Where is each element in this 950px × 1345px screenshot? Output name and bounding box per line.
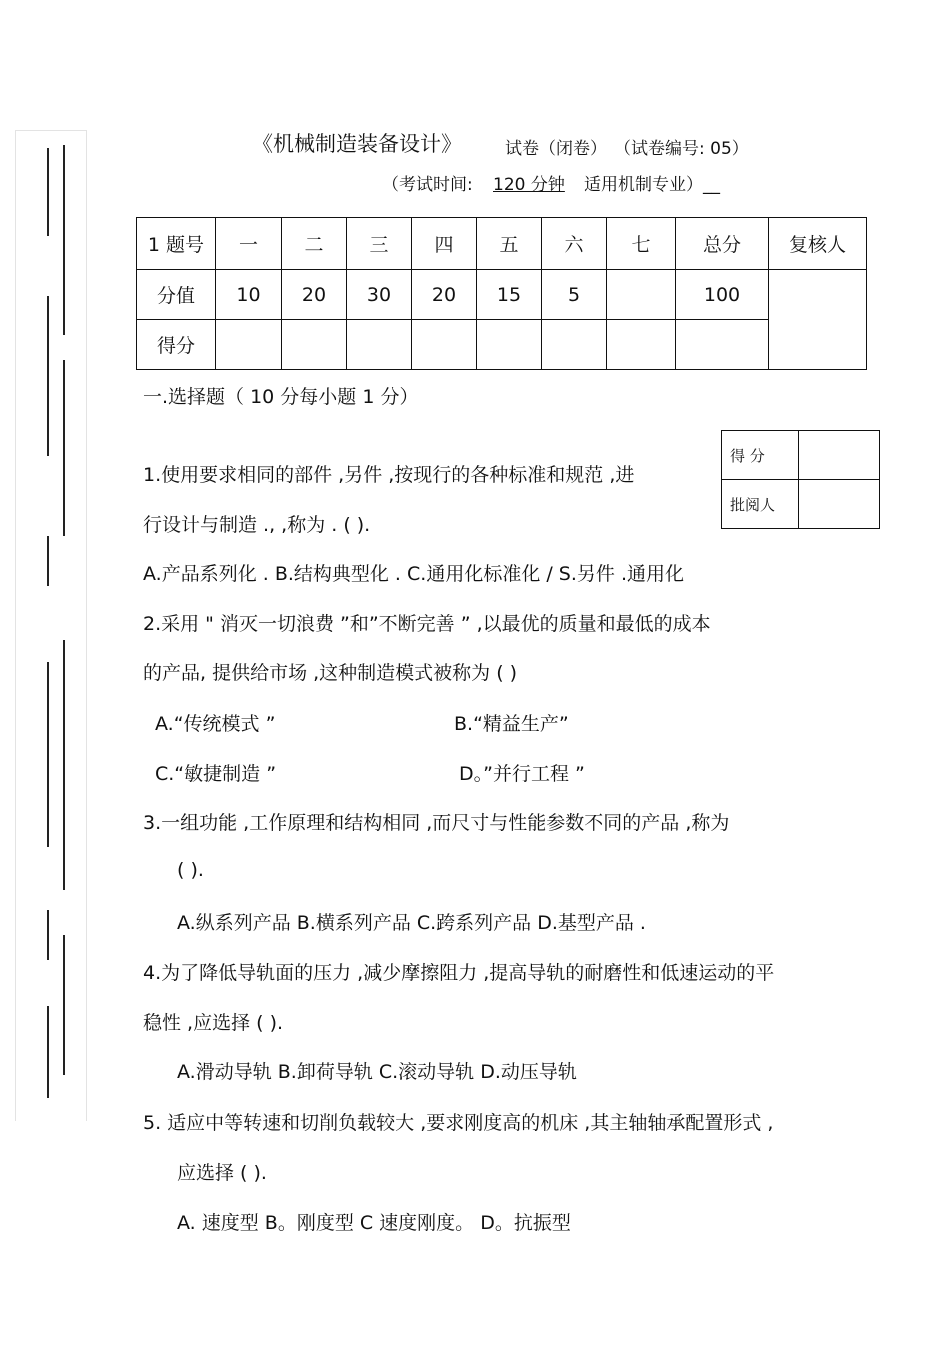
column-header: 二 [282,218,347,270]
question-2-line-1: 2.采用 " 消灭一切浪费 ”和”不断完善 ” ,以最优的质量和最低的成本 [143,613,711,635]
exam-type: 试卷（闭卷） [505,139,607,159]
grader-label: 批阅人 [722,480,799,529]
question-2-option-c: C.“敏捷制造 ” [155,763,277,785]
grade-score-label: 得 分 [722,431,799,480]
question-4-line-2: 稳性 ,应选择 ( ). [143,1012,284,1034]
section-heading: 一.选择题（ 10 分每小题 1 分） [143,386,419,408]
question-2-option-b: B.“精益生产” [454,713,569,735]
question-2-line-2: 的产品, 提供给市场 ,这种制造模式被称为 ( ) [143,662,518,684]
score-cell[interactable] [477,320,542,370]
binding-line [47,910,49,960]
points-cell [607,270,676,320]
question-4-line-1: 4.为了降低导轨面的压力 ,减少摩擦阻力 ,提高导轨的耐磨性和低速运动的平 [143,962,775,984]
points-cell: 15 [477,270,542,320]
binding-line [63,360,65,536]
question-4-options: A.滑动导轨 B.卸荷导轨 C.滚动导轨 D.动压导轨 [177,1061,577,1083]
binding-margin [15,130,87,1121]
points-cell: 100 [676,270,769,320]
column-header: 一 [216,218,282,270]
points-label: 分值 [137,270,216,320]
exam-major: 适用机制专业）__ [584,175,720,195]
question-1-line-2: 行设计与制造 ., ,称为 . ( ). [143,514,371,536]
grade-score-cell[interactable] [799,431,880,480]
score-label: 得分 [137,320,216,370]
exam-time-value: 120 分钟 [493,175,565,195]
binding-line [63,145,65,335]
question-3-line-1: 3.一组功能 ,工作原理和结构相同 ,而尺寸与性能参数不同的产品 ,称为 [143,812,730,834]
question-5-line-2: 应选择 ( ). [177,1162,267,1184]
points-cell: 10 [216,270,282,320]
score-table-score-row [137,320,867,370]
points-cell: 20 [412,270,477,320]
binding-line [63,640,65,890]
binding-line [47,662,49,847]
column-header: 三 [347,218,412,270]
reviewer-header: 复核人 [769,218,867,270]
grade-box [721,430,880,529]
score-table [136,217,867,370]
question-number-label: 1 题号 [137,218,216,270]
points-cell: 20 [282,270,347,320]
question-2-option-a: A.“传统模式 ” [155,713,276,735]
score-cell[interactable] [676,320,769,370]
question-3-line-2: ( ). [177,859,204,881]
column-header: 六 [542,218,607,270]
binding-line [47,296,49,456]
column-header: 总分 [676,218,769,270]
column-header: 五 [477,218,542,270]
points-cell: 5 [542,270,607,320]
score-table-value-row [137,270,867,320]
score-table-header-row [137,218,867,270]
score-cell[interactable] [282,320,347,370]
binding-line [47,536,49,586]
question-5-line-1: 5. 适应中等转速和切削负载较大 ,要求刚度高的机床 ,其主轴轴承配置形式 , [143,1112,774,1134]
binding-line [63,935,65,1075]
score-cell[interactable] [607,320,676,370]
score-cell[interactable] [412,320,477,370]
score-cell[interactable] [216,320,282,370]
exam-code: （试卷编号: 05） [614,139,749,159]
exam-title: 《机械制造装备设计》 [252,132,462,156]
score-cell[interactable] [542,320,607,370]
binding-line [47,148,49,236]
question-3-options: A.纵系列产品 B.横系列产品 C.跨系列产品 D.基型产品 . [177,912,646,934]
binding-line [47,1006,49,1098]
score-cell[interactable] [347,320,412,370]
question-1-line-1: 1.使用要求相同的部件 ,另件 ,按现行的各种标准和规范 ,进 [143,464,635,486]
column-header: 七 [607,218,676,270]
question-5-options: A. 速度型 B。刚度型 C 速度刚度。 D。抗振型 [177,1212,571,1234]
grader-cell[interactable] [799,480,880,529]
exam-time-label: （考试时间: [382,175,473,195]
question-1-options: A.产品系列化 . B.结构典型化 . C.通用化标准化 / S.另件 .通用化 [143,563,684,585]
column-header: 四 [412,218,477,270]
points-cell: 30 [347,270,412,320]
reviewer-cell[interactable] [769,270,867,370]
question-2-option-d: D。”并行工程 ” [459,763,585,785]
